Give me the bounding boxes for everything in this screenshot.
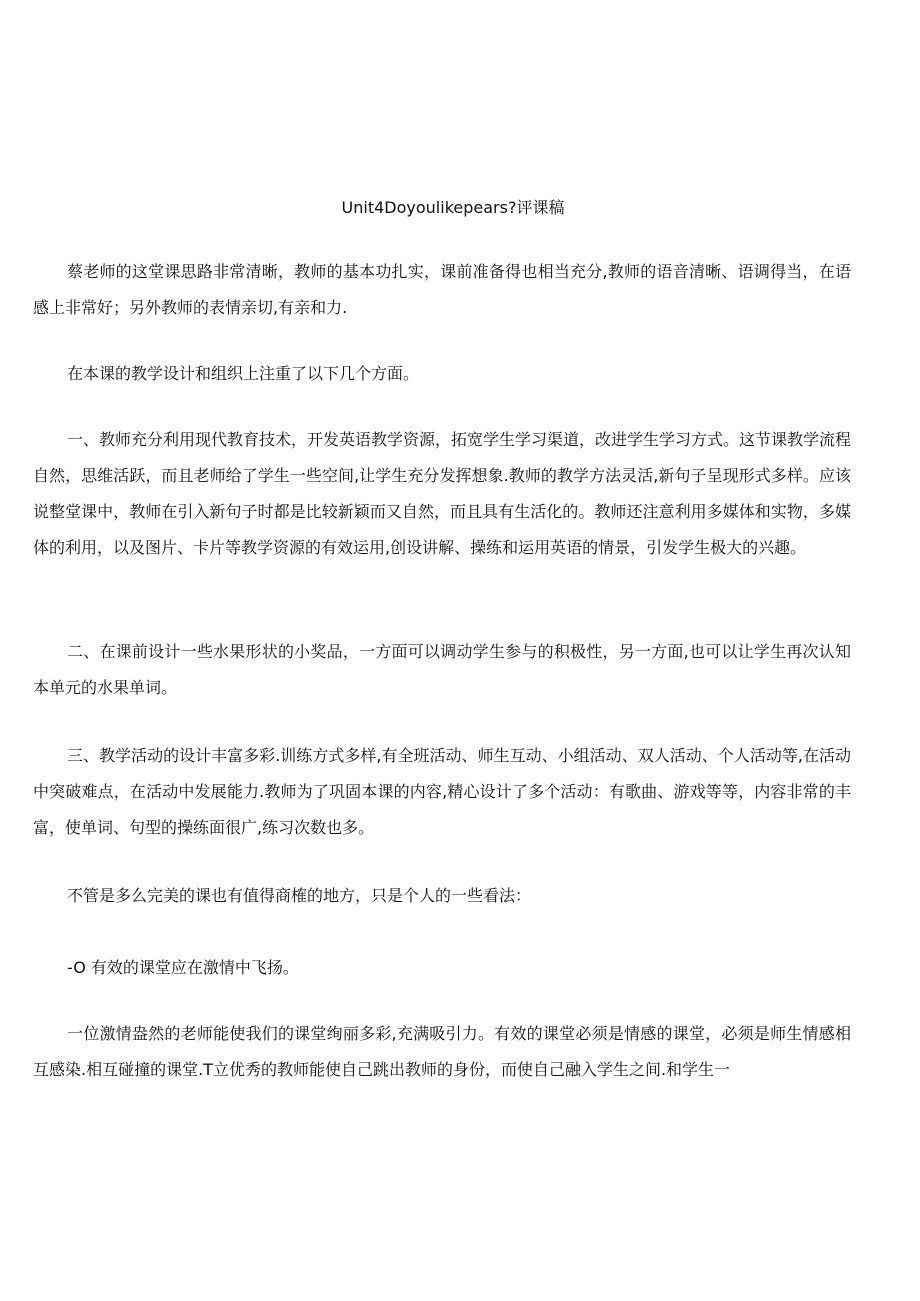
paragraph-point-one: 一、教师充分利用现代教育技术，开发英语教学资源，拓宽学生学习渠道，改进学生学习方式。这节课教学流程自然，思维活跃，而且老师给了学生一些空间,让学生充分发挥想象.教师的教学方法灵活,新句子呈现形式多样。应该说整堂课中，教师在引入新句子时都是比较新颖而又自然，而且具有生活化的。教师还注意利用多媒体和实物，多媒体的利用，以及图片、卡片等教学资源的有效运用,创设讲解、操练和运用英语的情景，引发学生极大的兴趣。 <box>33 430 852 557</box>
paragraph-aspects: 在本课的教学设计和组织上注重了以下几个方面。 <box>67 364 420 383</box>
paragraph-point-three: 三、教学活动的设计丰富多彩.训练方式多样,有全班活动、师生互动、小组活动、双人活动、个人活动等,在活动中突破难点，在活动中发展能力.教师为了巩固本课的内容,精心设计了多个活动：有歌曲、游戏等等，内容非常的丰富，使单词、句型的操练面很广,练习次数也多。 <box>33 746 851 837</box>
paragraph-passion: 一位激情盎然的老师能使我们的课堂绚丽多彩,充满吸引力。有效的课堂必须是情感的课堂，必须是师生情感相互感染.相互碰撞的课堂.T立优秀的教师能使自己跳出教师的身份，而使自己融入学生之间.和学生一 <box>33 1024 851 1079</box>
paragraph-opinions: 不管是多么完美的课也有值得商榷的地方，只是个人的一些看法： <box>67 886 532 905</box>
paragraph-intro: 蔡老师的这堂课思路非常清晰，教师的基本功扎实，课前准备得也相当充分,教师的语音清晰、语调得当，在语感上非常好；另外教师的表情亲切,有亲和力. <box>33 262 851 317</box>
paragraph-subheading: -O 有效的课堂应在激情中飞扬。 <box>67 958 299 977</box>
paragraph-point-two: 二、在课前设计一些水果形状的小奖品，一方面可以调动学生参与的积极性，另一方面,也可以让学生再次认知本单元的水果单词。 <box>33 642 851 697</box>
document-title: Unit4Doyoulikepears?评课稿 <box>341 198 565 217</box>
